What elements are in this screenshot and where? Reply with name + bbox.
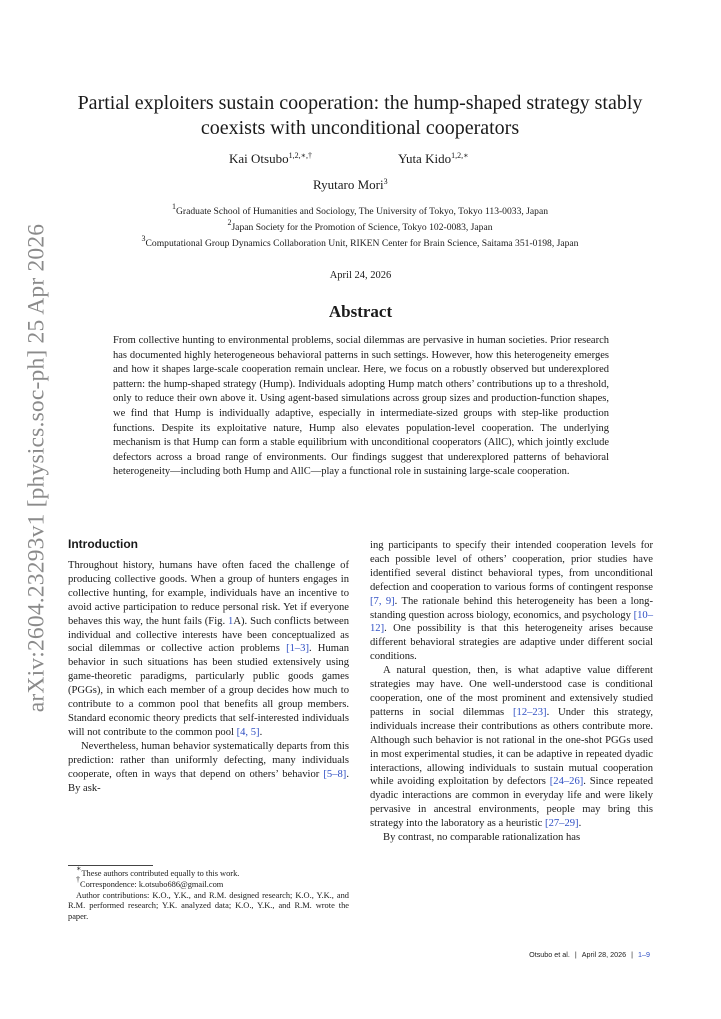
citation-link[interactable]: [7, 9]: [370, 595, 395, 607]
right-column: [370, 539, 653, 845]
text-run: A). Such conflicts between individual and collective interests have been conceptualized as social dilemmas or collective action problems: [68, 615, 349, 655]
text-run: By contrast, no comparable rationalization has: [383, 832, 581, 844]
footnote-correspondence: †Correspondence: k.otsubo686@gmail.com: [76, 874, 224, 889]
paragraph: [370, 831, 653, 845]
left-column: [68, 536, 349, 795]
citation-link[interactable]: [24–26]: [549, 776, 584, 788]
footer-separator: |: [574, 950, 577, 959]
footer-authors: Otsubo et al.: [529, 950, 570, 959]
text-run: .: [578, 818, 582, 830]
left-column-paragraphs: [68, 559, 349, 795]
author-2: Yuta Kido$^{1,2,∗}$: [398, 151, 469, 166]
citation-link[interactable]: [10–12]: [370, 609, 653, 635]
citation-link[interactable]: [5–8]: [323, 768, 347, 780]
citation-link[interactable]: [4, 5]: [236, 726, 260, 738]
text-run: Throughout history, humans have often faced the challenge of producing collective goods. When a group of hunters engages in collective hunting, for example, individuals have an incentive to avoid active participation to reduce personal risk. Yet if everyone behaves this way, the hunt fails (Fig.: [68, 560, 349, 627]
footer-date: April 28, 2026: [581, 950, 627, 959]
citation-link[interactable]: 1: [228, 615, 234, 627]
abstract-heading: Abstract: [328, 302, 393, 321]
text-run: . Human behavior in such situations has been studied extensively using game-theoretic paradigms, particularly public goods games (PGGs), in which each member of a group decides how much to contribute to a common pool that benefits all group members. Standard economic theory predicts that self-interested individuals will not contribute to the common pool: [68, 643, 349, 738]
abstract-text: From collective hunting to environmental problems, social dilemmas are pervasive in human societies. Prior research has documented highly heterogeneous behavioral patterns in such settings. However, how this heterogeneity emerges and how it shapes large-scale cooperation remain unclear. Here, we focus on a robustly observed but underexplored pattern: the hump-shaped strategy (Hump). Individuals adopting Hump match others’ contributions up to a threshold, only to reduce their own above it. Using agent-based simulations across group sizes and production-function shapes, we find that Hump is individually adaptive, especially in intermediate-sized groups with step-like production functions. Despite its exploitative nature, Hump also elevates population-level cooperation. The underlying mechanism is that Hump can form a stable equilibrium with unconditional cooperators (AllC), which jointly exclude defectors across a broad range of environments. Our findings suggest that underexplored patterns of behavioral heterogeneity—including both Hump and AllC—play a functional role in sustaining large-scale cooperation.: [113, 335, 609, 478]
footnote-equal-contribution: ∗These authors contributed equally to this work.: [76, 864, 240, 878]
text-run: . Since repeated dyadic interactions are common in everyday life and were likely pervasive in ancestral environments, people may bring this strategy into the laboratory as a heuristic: [370, 776, 653, 830]
footer-page-range[interactable]: 1–9: [638, 950, 650, 959]
arxiv-id-text: arXiv:2604.23293v1 [physics.soc-ph] 25 Apr 2026: [23, 223, 50, 713]
footer-separator-2: |: [631, 950, 633, 959]
affiliation-1: $^1$Graduate School of Humanities and Sociology, The University of Tokyo, Tokyo 113-0033, Japan: [171, 202, 549, 217]
paragraph: [370, 664, 653, 831]
paragraph: [68, 559, 349, 740]
text-run: ing participants to specify their intended cooperation levels for each possible level of others’ cooperation, prior studies have identified several distinct behavioral types, from unconditional defection and cooperation to various forms of contingent response: [370, 540, 653, 593]
citation-link[interactable]: [1–3]: [286, 643, 310, 655]
author-1: Kai Otsubo$^{1,2,∗,\dagger}$: [229, 151, 313, 166]
paragraph: [68, 740, 349, 796]
affiliations: [60, 204, 660, 252]
paper-title: Partial exploiters sustain cooperation: the hump-shaped strategy stably coexists with unconditional cooperators: [77, 92, 643, 139]
right-column-paragraphs: [370, 539, 653, 845]
paragraph: [370, 539, 653, 664]
text-run: . Under this strategy, individuals increase their contributions as others contribute more. Although such behavior is not rational in the one-shot PGGs used in most experimental studies, it can be adaptive in repeated dyadic interactions, allowing individuals to sustain mutual cooperation while avoiding exploitation by defectors: [370, 706, 653, 788]
affiliation-2: $^2$Japan Society for the Promotion of Science, Tokyo 102-0083, Japan: [227, 218, 493, 233]
author-3: Ryutaro Mori$^3$: [313, 177, 388, 192]
page-footer: [529, 950, 650, 959]
text-run: Nevertheless, human behavior systematically departs from this prediction: rather than uniformly defecting, many individuals cooperate, often in ways that depend on others’ behavior: [68, 740, 349, 780]
affiliation-3: $^3$Computational Group Dynamics Collaboration Unit, RIKEN Center for Brain Science, Saitama 351-0198, Japan: [141, 234, 579, 249]
footnotes: [68, 864, 349, 923]
text-run: A natural question, then, is what adaptive value different strategies may have. One well-understood case is conditional cooperation, one of the most prominent and extensively studied patterns in social dilemmas: [370, 665, 653, 718]
citation-link[interactable]: [12–23]: [513, 706, 547, 718]
text-run: . The rationale behind this heterogeneity has been a long-standing question across biology, economics, and psychology: [370, 595, 653, 621]
text-run: . By ask-: [68, 768, 349, 794]
text-run: . One possibility is that this heterogeneity arises because different behavioral strategies are adaptive under different social conditions.: [370, 623, 653, 663]
footnote-author-contributions: Author contributions: K.O., Y.K., and R.M. designed research; K.O., Y.K., and R.M. performed research; Y.K. analyzed data; K.O., Y.K., and R.M. wrote the paper.: [68, 890, 349, 922]
text-run: .: [259, 726, 263, 738]
publication-date: April 24, 2026: [329, 270, 392, 281]
citation-link[interactable]: [27–29]: [545, 818, 579, 830]
section-heading-introduction: Introduction: [68, 537, 138, 551]
